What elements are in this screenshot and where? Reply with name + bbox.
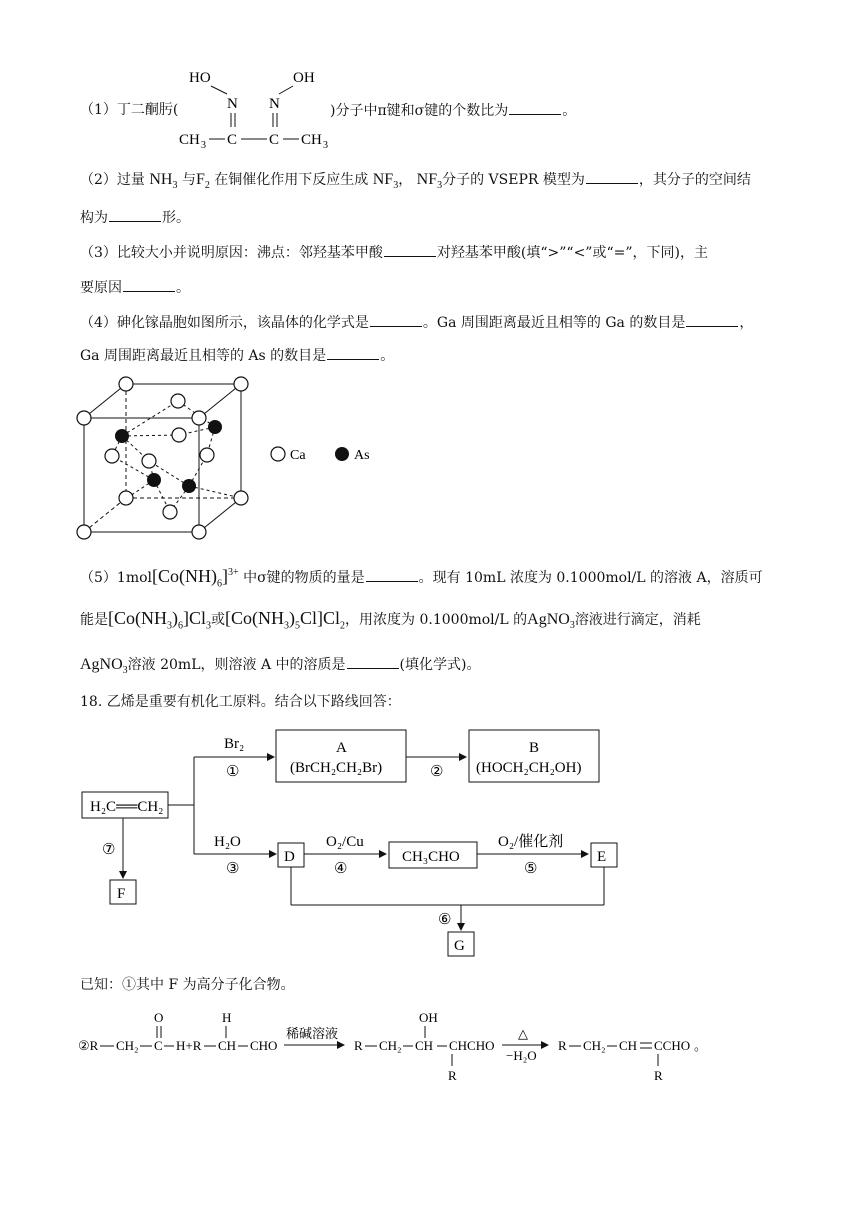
svg-text:CHO: CHO <box>250 1038 278 1053</box>
box-d: D <box>284 849 295 865</box>
svg-text:H₂O: H₂O <box>214 834 241 850</box>
q2-line1: （2）过量 $NH_3$ 与$F_2$ 在铜催化作用下反应生成 $NF_3$， $NF_3$分子的 VSEPR 模型为 ，其分子的空间结 <box>80 171 751 192</box>
q5-line1: $(5)1mol[Co(NH)_6]^{3+}$ 中σ键的物质的量是 。现有 10mL 浓度为 0.1000mol/L 的溶液 A，溶质可 <box>80 566 763 590</box>
svg-text:⑤: ⑤ <box>524 861 538 877</box>
dimethylglyoxime-structure <box>175 64 345 154</box>
legend-as-label: As <box>354 448 370 463</box>
svg-text:O₂/Cu: O₂/Cu <box>326 834 364 850</box>
struct-n-right: N <box>269 96 280 112</box>
svg-text:3: 3 <box>323 140 328 151</box>
svg-text:R: R <box>558 1038 567 1053</box>
svg-text:△: △ <box>518 1026 528 1041</box>
answer-blank[interactable] <box>686 312 738 327</box>
q1-tail: )分子中π键和σ键的个数比为 。 <box>330 100 576 121</box>
box-b-formula: (HOCH₂CH₂OH) <box>476 760 582 776</box>
answer-blank[interactable] <box>370 312 422 327</box>
answer-blank[interactable] <box>109 207 161 222</box>
svg-text:CCHO: CCHO <box>654 1038 691 1053</box>
box-a-title: A <box>336 740 347 756</box>
q3-line1: （3）比较大小并说明原因：沸点：邻羟基苯甲酸 对羟基苯甲酸(填“>”“<”或“=”，下同)，主 <box>80 242 708 263</box>
svg-text:OH: OH <box>419 1010 438 1025</box>
box-acetaldehyde: CH₃CHO <box>402 849 460 865</box>
svg-text:O: O <box>154 1010 164 1025</box>
svg-text:⑥: ⑥ <box>438 912 452 928</box>
svg-text:CH: CH <box>619 1038 638 1053</box>
svg-text:②: ② <box>430 764 444 780</box>
struct-ho: HO <box>189 70 211 86</box>
box-g: G <box>454 938 465 954</box>
svg-text:③: ③ <box>226 861 240 877</box>
struct-oh: OH <box>293 70 315 86</box>
crystal-cell-figure <box>76 376 396 541</box>
svg-text:⑦: ⑦ <box>102 842 116 858</box>
known-line1: 已知：①其中 F 为高分子化合物。 <box>80 977 295 993</box>
q5-line3: AgNO$_3$溶液 20mL，则溶液 A 中的溶质是 (填化学式)。 <box>80 656 481 677</box>
q3-line2: 要原因 。 <box>80 277 190 298</box>
answer-blank[interactable] <box>123 277 175 292</box>
box-a-formula: (BrCH₂CH₂Br) <box>290 760 383 776</box>
svg-text:。: 。 <box>694 1038 708 1053</box>
answer-blank[interactable] <box>366 567 418 582</box>
q1-prefix: （1）丁二酮肟( <box>80 102 179 118</box>
struct-ch3-right: CH <box>301 132 322 148</box>
ethylene-box: H₂C══CH₂ <box>90 799 164 815</box>
box-f: F <box>117 886 126 902</box>
svg-text:−H₂O: −H₂O <box>506 1048 537 1063</box>
struct-c-left: C <box>227 132 238 148</box>
q4-line2: Ga 周围距离最近且相等的 As 的数目是 。 <box>80 345 394 366</box>
svg-text:CH₂: CH₂ <box>116 1038 139 1053</box>
q1-text <box>80 100 178 120</box>
svg-text:④: ④ <box>334 861 348 877</box>
q4-line1: （4）砷化镓晶胞如图所示，该晶体的化学式是 。Ga 周围距离最近且相等的 Ga 的数目是 ， <box>80 312 753 333</box>
svg-text:CH: CH <box>218 1038 237 1053</box>
svg-text:CH₂: CH₂ <box>583 1038 606 1053</box>
q2-line2: 构为 形。 <box>80 207 190 228</box>
svg-text:稀碱溶液: 稀碱溶液 <box>286 1026 339 1041</box>
svg-text:CH: CH <box>415 1038 434 1053</box>
struct-n-left: N <box>227 96 238 112</box>
answer-blank[interactable] <box>384 242 436 257</box>
q18-title: 18. 乙烯是重要有机化工原料。结合以下路线回答： <box>80 694 401 710</box>
svg-text:R: R <box>654 1068 663 1083</box>
svg-text:R: R <box>354 1038 363 1053</box>
aldol-reaction-equation <box>78 1008 708 1088</box>
svg-text:CH₂: CH₂ <box>379 1038 402 1053</box>
svg-text:C: C <box>154 1038 163 1053</box>
svg-text:CHCHO: CHCHO <box>449 1038 495 1053</box>
svg-text:②R: ②R <box>78 1038 99 1053</box>
svg-text:O₂/催化剂: O₂/催化剂 <box>498 834 564 850</box>
box-b-title: B <box>529 740 540 756</box>
box-e: E <box>597 849 607 865</box>
answer-blank[interactable] <box>586 169 638 184</box>
svg-text:3: 3 <box>201 140 206 151</box>
q5-line2: 能是$[Co(NH_3)_6]Cl_3$或$[Co(NH_3)_5Cl]Cl_2$，用浓度为 0.1000mol/L 的AgNO$_3$溶液进行滴定，消耗 <box>80 608 701 632</box>
answer-blank[interactable] <box>509 100 561 115</box>
svg-text:H: H <box>222 1010 232 1025</box>
svg-text:H+R: H+R <box>176 1038 202 1053</box>
struct-c-right: C <box>269 132 280 148</box>
svg-text:R: R <box>448 1068 457 1083</box>
struct-ch3-left: CH <box>179 132 200 148</box>
legend-ga-label: Ca <box>290 448 306 463</box>
svg-text:Br₂: Br₂ <box>224 736 245 752</box>
svg-text:①: ① <box>226 764 240 780</box>
answer-blank[interactable] <box>347 654 399 669</box>
synthesis-route-diagram <box>76 724 636 964</box>
answer-blank[interactable] <box>327 345 379 360</box>
